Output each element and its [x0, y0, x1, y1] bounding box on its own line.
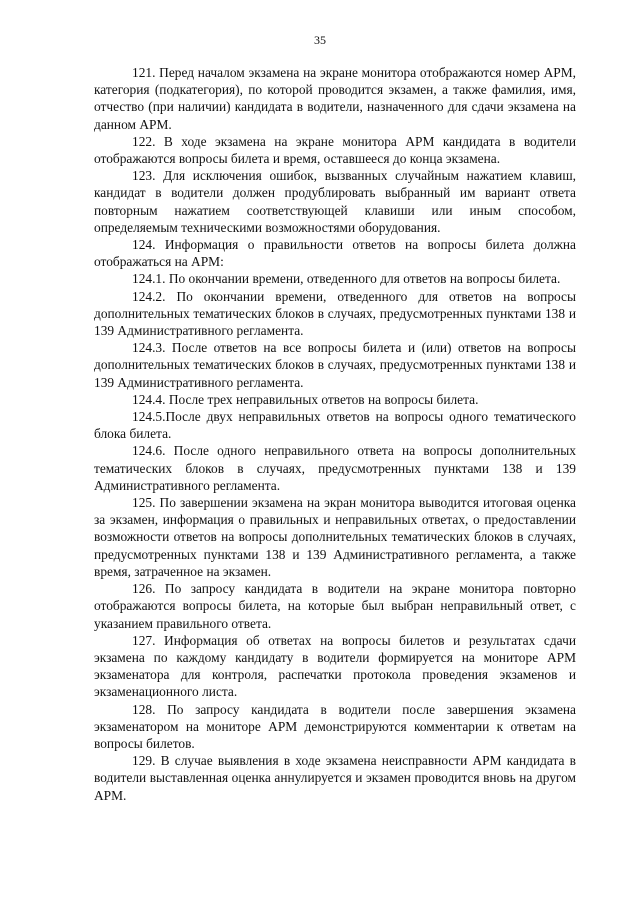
paragraph-124-6: 124.6. После одного неправильного ответа на вопросы дополнительных тематических блоков в случаях, предусмотренных пунктами 138 и 139 Административного регламента. — [94, 443, 576, 493]
page-number: 35 — [314, 33, 326, 47]
paragraph-124-5: 124.5.После двух неправильных ответов на вопросы одного тематического блока билета. — [94, 409, 576, 442]
paragraph-124-3: 124.3. После ответов на все вопросы билета и (или) ответов на вопросы дополнительных тематических блоков в случаях, предусмотренных пунктами 138 и 139 Административного регламента. — [94, 340, 576, 390]
document-body — [94, 64, 576, 804]
paragraph-129: 129. В случае выявления в ходе экзамена неисправности АРМ кандидата в водители выставленная оценка аннулируется и экзамен проводится вновь на другом АРМ. — [94, 753, 576, 803]
paragraph-128: 128. По запросу кандидата в водители после завершения экзамена экзаменатором на мониторе АРМ демонстрируются комментарии к ответам на вопросы билетов. — [94, 701, 576, 751]
paragraph-121: 121. Перед началом экзамена на экране монитора отображаются номер АРМ, категория (подкатегория), по которой проводится экзамен, а также фамилия, имя, отчество (при наличии) кандидата в водители, назначенного для сдачи экзамена на данном АРМ. — [94, 65, 576, 132]
paragraph-126: 126. По запросу кандидата в водители на экране монитора повторно отображаются вопросы билета, на которые был выбран неправильный ответ, с указанием правильного ответа. — [94, 581, 576, 631]
paragraph-127: 127. Информация об ответах на вопросы билетов и результатах сдачи экзамена по каждому кандидату в водители формируется на мониторе АРМ экзаменатора для контроля, распечатки протокола проведения экзаменов и экзаменационного листа. — [94, 632, 576, 700]
paragraph-124-1: 124.1. По окончании времени, отведенного для ответов на вопросы билета. — [132, 271, 561, 287]
paragraph-125: 125. По завершении экзамена на экран монитора выводится итоговая оценка за экзамен, информация о правильных и неправильных ответах, о предоставлении возможности ответов на вопросы дополнительных тематических блоков в случаях, предусмотренных пунктами 138 и 139 Административного регламента, а также время, затраченное на экзамен. — [94, 495, 576, 579]
paragraph-124: 124. Информация о правильности ответов на вопросы билета должна отображаться на АРМ: — [94, 237, 576, 270]
paragraph-123: 123. Для исключения ошибок, вызванных случайным нажатием клавиш, кандидат в водители должен продублировать выбранный им вариант ответа повторным нажатием соответствующей клавиши или иным способом, определяемым техническими возможностями оборудования. — [94, 168, 576, 235]
paragraph-124-2: 124.2. По окончании времени, отведенного для ответов на вопросы дополнительных тематических блоков в случаях, предусмотренных пунктами 138 и 139 Административного регламента. — [94, 288, 576, 339]
paragraph-124-4: 124.4. После трех неправильных ответов на вопросы билета. — [132, 391, 479, 407]
paragraph-122: 122. В ходе экзамена на экране монитора АРМ кандидата в водители отображаются вопросы билета и время, оставшееся до конца экзамена. — [94, 133, 576, 167]
